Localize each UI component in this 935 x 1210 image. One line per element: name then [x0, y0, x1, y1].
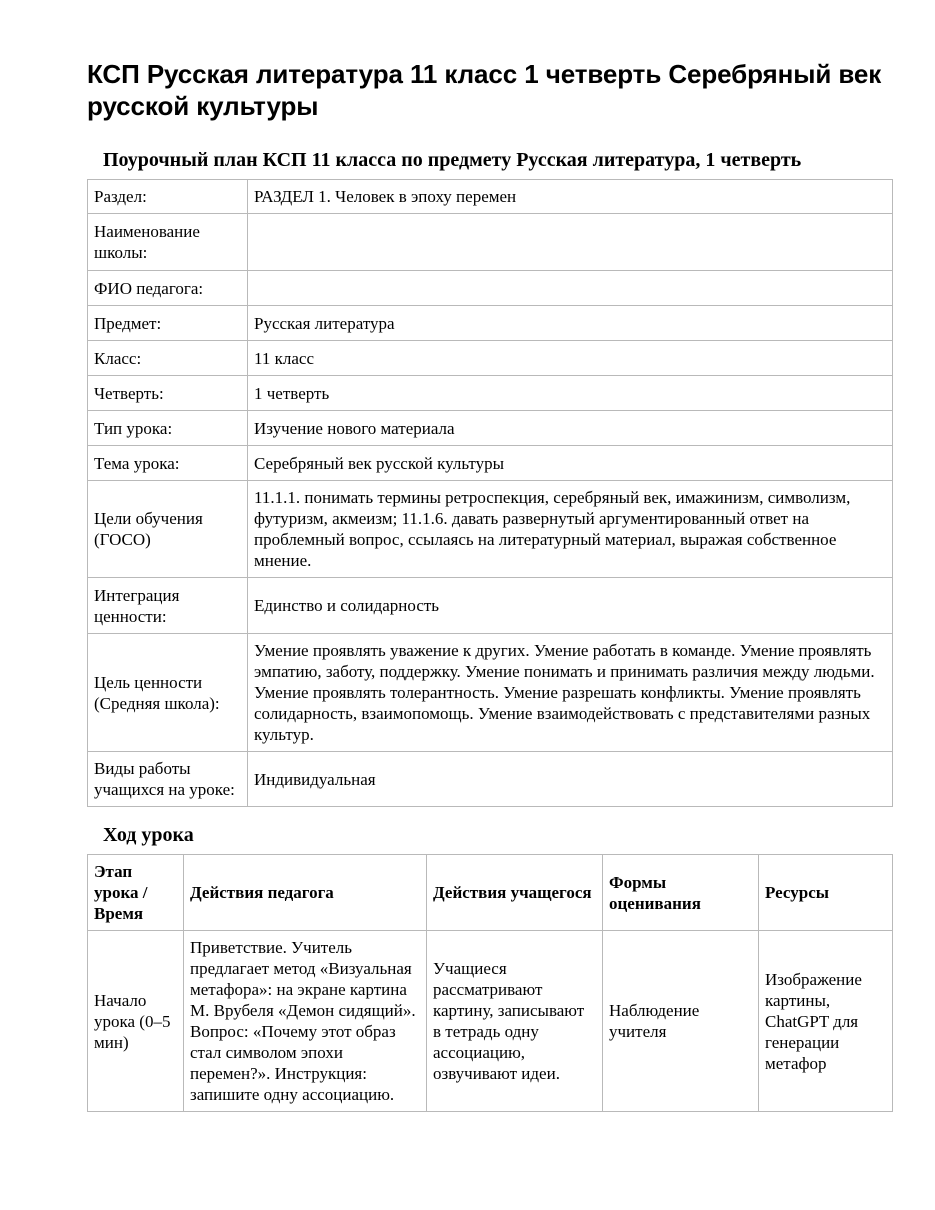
lesson-flow-table: [87, 854, 893, 1112]
document-page: [87, 58, 893, 1112]
row-label: Цель ценности (Средняя школа):: [88, 634, 248, 752]
table-row: [88, 180, 893, 214]
table-row: [88, 578, 893, 634]
row-value: 1 четверть: [248, 376, 893, 411]
table-row: [88, 306, 893, 341]
row-label: Наименование школы:: [88, 214, 248, 271]
table-header-row: [88, 855, 893, 931]
row-label: Раздел:: [88, 180, 248, 214]
plan-heading: Поурочный план КСП 11 класса по предмету Русская литература, 1 четверть: [103, 149, 802, 171]
table-row: [88, 752, 893, 807]
cell-stage: Начало урока (0–5 мин): [88, 931, 184, 1112]
column-header-teacher-actions: Действия педагога: [184, 855, 427, 931]
row-value: 11.1.1. понимать термины ретроспекция, серебряный век, имажинизм, символизм, футуризм, акмеизм; 11.1.6. давать развернутый аргументированный ответ на проблемный вопрос, ссылаясь на литературный материал, выражая собственное мнение.: [248, 481, 893, 578]
row-value: Русская литература: [248, 306, 893, 341]
row-value: Индивидуальная: [248, 752, 893, 807]
cell-teacher-actions: Приветствие. Учитель предлагает метод «Визуальная метафора»: на экране картина М. Врубеля «Демон сидящий». Вопрос: «Почему этот образ стал символом эпохи перемен?». Инструкция: запишите одну ассоциацию.: [184, 931, 427, 1112]
row-value: 11 класс: [248, 341, 893, 376]
column-header-evaluation: Формы оценивания: [603, 855, 759, 931]
row-label: Виды работы учащихся на уроке:: [88, 752, 248, 807]
document-title: КСП Русская литература 11 класс 1 четверть Серебряный век русской культуры: [87, 59, 882, 121]
table-row: [88, 376, 893, 411]
lesson-flow-heading: Ход урока: [103, 824, 194, 846]
cell-student-actions: Учащиеся рассматривают картину, записывают в тетрадь одну ассоциацию, озвучивают идеи.: [427, 931, 603, 1112]
row-value: [248, 271, 893, 306]
row-value: Серебряный век русской культуры: [248, 446, 893, 481]
row-label: Класс:: [88, 341, 248, 376]
row-value: Умение проявлять уважение к других. Умение работать в команде. Умение проявлять эмпатию, заботу, поддержку. Умение понимать и принимать различия между людьми. Умение проявлять толерантность. Умение разрешать конфликты. Умение проявлять солидарность, взаимопомощь. Умение взаимодействовать с представителями разных культур.: [248, 634, 893, 752]
row-label: ФИО педагога:: [88, 271, 248, 306]
row-label: Предмет:: [88, 306, 248, 341]
row-value: РАЗДЕЛ 1. Человек в эпоху перемен: [248, 180, 893, 214]
row-label: Тема урока:: [88, 446, 248, 481]
cell-evaluation: Наблюдение учителя: [603, 931, 759, 1112]
row-value: Единство и солидарность: [248, 578, 893, 634]
column-header-student-actions: Действия учащегося: [427, 855, 603, 931]
row-label: Тип урока:: [88, 411, 248, 446]
table-row: [88, 341, 893, 376]
cell-resources: Изображение картины, ChatGPT для генерации метафор: [759, 931, 893, 1112]
lesson-info-table: [87, 179, 893, 807]
column-header-stage: Этап урока / Время: [88, 855, 184, 931]
row-label: Четверть:: [88, 376, 248, 411]
table-row: [88, 446, 893, 481]
row-value: [248, 214, 893, 271]
table-row: [88, 214, 893, 271]
column-header-resources: Ресурсы: [759, 855, 893, 931]
row-label: Цели обучения (ГОСО): [88, 481, 248, 578]
table-row: [88, 481, 893, 578]
table-row: [88, 634, 893, 752]
table-row: [88, 411, 893, 446]
row-label: Интеграция ценности:: [88, 578, 248, 634]
table-row: [88, 931, 893, 1112]
table-row: [88, 271, 893, 306]
row-value: Изучение нового материала: [248, 411, 893, 446]
